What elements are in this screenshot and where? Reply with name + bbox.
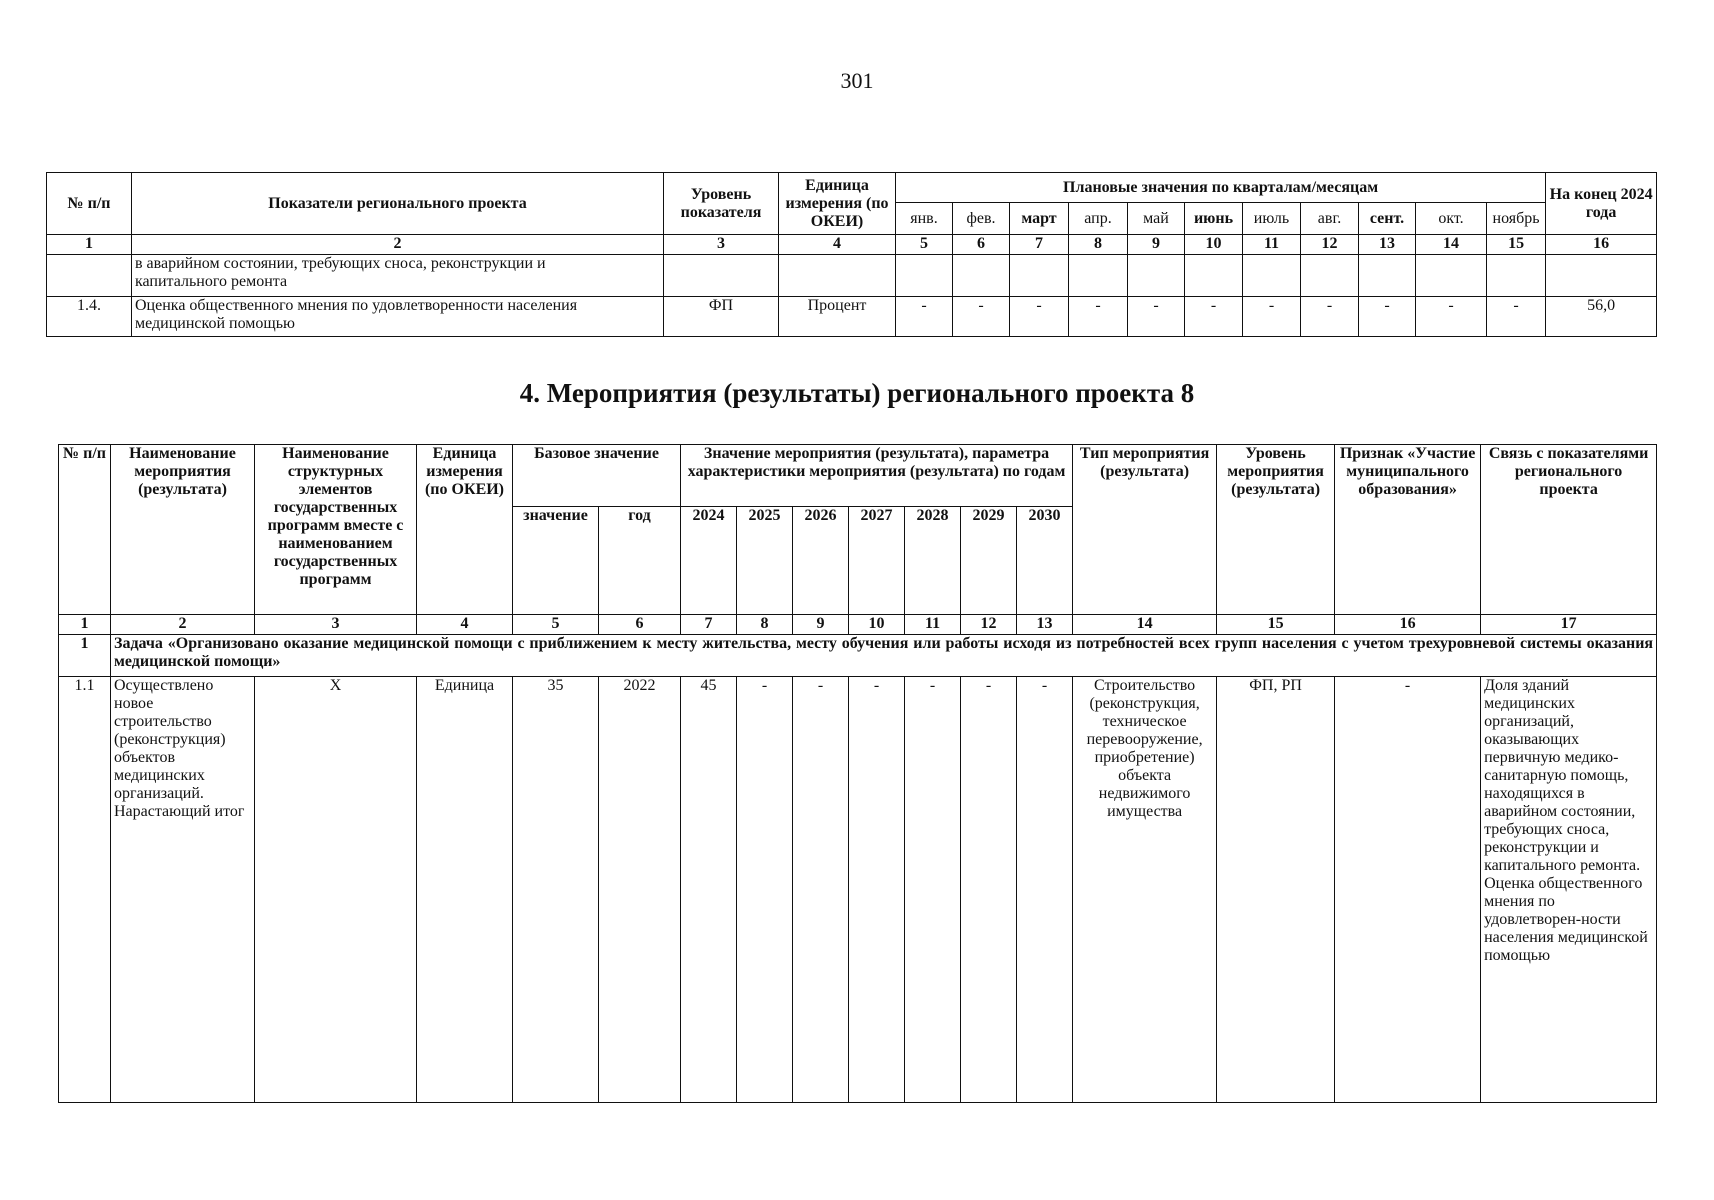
- col-number: 16: [1546, 235, 1657, 255]
- row-base-year: 2022: [599, 677, 681, 1103]
- col-number: 8: [737, 615, 793, 635]
- column-numbers-row: [47, 235, 1657, 255]
- header-level: Уровень показателя: [664, 173, 779, 235]
- row-year-value: 45: [681, 677, 737, 1103]
- header-month: апр.: [1069, 203, 1128, 235]
- header-municipal: Признак «Участие муниципального образования»: [1335, 445, 1481, 615]
- col-number: 16: [1335, 615, 1481, 635]
- row-month: [896, 255, 953, 297]
- col-number: 8: [1069, 235, 1128, 255]
- row-name: Осуществлено новое строительство (реконструкция) объектов медицинских организаций. Нарастающий итог: [111, 677, 255, 1103]
- row-indicator: в аварийном состоянии, требующих сноса, реконструкции и капитального ремонта: [132, 255, 664, 297]
- row-structural: X: [255, 677, 417, 1103]
- row-unit: Единица: [417, 677, 513, 1103]
- header-year: 2027: [849, 507, 905, 615]
- row-level: ФП: [664, 297, 779, 337]
- row-month: -: [1128, 297, 1185, 337]
- header-name: Наименование мероприятия (результата): [111, 445, 255, 615]
- row-month: -: [896, 297, 953, 337]
- col-number: 15: [1217, 615, 1335, 635]
- header-year: 2029: [961, 507, 1017, 615]
- col-number: 3: [255, 615, 417, 635]
- row-month: -: [1301, 297, 1359, 337]
- header-num: № п/п: [47, 173, 132, 235]
- row-month: [1128, 255, 1185, 297]
- row-num: 1.1: [59, 677, 111, 1103]
- col-number: 3: [664, 235, 779, 255]
- row-month: [1359, 255, 1416, 297]
- row-unit: Процент: [779, 297, 896, 337]
- row-month: -: [1487, 297, 1546, 337]
- col-number: 4: [417, 615, 513, 635]
- header-link: Связь с показателями регионального проекта: [1481, 445, 1657, 615]
- col-number: 2: [132, 235, 664, 255]
- section-title: 4. Мероприятия (результаты) регионального проекта 8: [519, 378, 1195, 408]
- header-year: 2025: [737, 507, 793, 615]
- task-row: [59, 635, 1657, 677]
- col-number: 6: [599, 615, 681, 635]
- column-numbers-row: [59, 615, 1657, 635]
- header-year: 2026: [793, 507, 849, 615]
- row-year-value: -: [961, 677, 1017, 1103]
- table-row: [47, 255, 1657, 297]
- header-base-value: значение: [513, 507, 599, 615]
- header-year: 2024: [681, 507, 737, 615]
- header-base: Базовое значение: [513, 445, 681, 507]
- row-month: -: [1416, 297, 1487, 337]
- header-level: Уровень мероприятия (результата): [1217, 445, 1335, 615]
- header-month: ноябрь: [1487, 203, 1546, 235]
- header-month: янв.: [896, 203, 953, 235]
- row-month: [1243, 255, 1301, 297]
- row-indicator: Оценка общественного мнения по удовлетворенности населения медицинской помощью: [132, 297, 664, 337]
- col-number: 9: [793, 615, 849, 635]
- row-month: [1069, 255, 1128, 297]
- row-municipal: -: [1335, 677, 1481, 1103]
- page-number: 301: [840, 68, 874, 93]
- col-number: 5: [896, 235, 953, 255]
- row-end: [1546, 255, 1657, 297]
- activities-table: [58, 444, 1657, 1103]
- col-number: 1: [59, 615, 111, 635]
- row-month: [1185, 255, 1243, 297]
- header-month: окт.: [1416, 203, 1487, 235]
- row-num: [47, 255, 132, 297]
- header-month: сент.: [1359, 203, 1416, 235]
- col-number: 14: [1073, 615, 1217, 635]
- row-year-value: -: [793, 677, 849, 1103]
- col-number: 1: [47, 235, 132, 255]
- row-year-value: -: [849, 677, 905, 1103]
- row-year-value: -: [737, 677, 793, 1103]
- header-year: 2028: [905, 507, 961, 615]
- header-month: фев.: [953, 203, 1010, 235]
- row-base-value: 35: [513, 677, 599, 1103]
- col-number: 7: [1010, 235, 1069, 255]
- header-indicators: Показатели регионального проекта: [132, 173, 664, 235]
- col-number: 2: [111, 615, 255, 635]
- col-number: 17: [1481, 615, 1657, 635]
- row-type: Строительство (реконструкция, техническое перевооружение, приобретение) объекта недвижимого имущества: [1073, 677, 1217, 1103]
- header-year: 2030: [1017, 507, 1073, 615]
- col-number: 13: [1017, 615, 1073, 635]
- row-month: -: [1243, 297, 1301, 337]
- row-month: -: [953, 297, 1010, 337]
- row-year-value: -: [905, 677, 961, 1103]
- row-unit: [779, 255, 896, 297]
- header-type: Тип мероприятия (результата): [1073, 445, 1217, 615]
- col-number: 10: [849, 615, 905, 635]
- row-month: -: [1185, 297, 1243, 337]
- task-text: Задача «Организовано оказание медицинской помощи с приближением к месту жительства, месту обучения или работы исходя из потребностей всех групп населения с учетом трехуровневой системы оказания медицинской помощи»: [111, 635, 1657, 677]
- row-month: -: [1359, 297, 1416, 337]
- table-row: [59, 677, 1657, 1103]
- row-link: Доля зданий медицинских организаций, оказывающих первичную медико-санитарную помощь, находящихся в аварийном состоянии, требующих сноса, реконструкции и капитального ремонта. Оценка общественного мнения по удовлетворен-ности населения медицинской помощью: [1481, 677, 1657, 1103]
- header-end: На конец 2024 года: [1546, 173, 1657, 235]
- col-number: 14: [1416, 235, 1487, 255]
- col-number: 15: [1487, 235, 1546, 255]
- row-num: 1.4.: [47, 297, 132, 337]
- header-base-year: год: [599, 507, 681, 615]
- row-month: [953, 255, 1010, 297]
- row-month: [1301, 255, 1359, 297]
- row-month: [1487, 255, 1546, 297]
- col-number: 11: [905, 615, 961, 635]
- col-number: 7: [681, 615, 737, 635]
- col-number: 12: [1301, 235, 1359, 255]
- row-level: [664, 255, 779, 297]
- row-month: [1010, 255, 1069, 297]
- col-number: 4: [779, 235, 896, 255]
- col-number: 12: [961, 615, 1017, 635]
- header-month: июль: [1243, 203, 1301, 235]
- header-unit: Единица измерения (по ОКЕИ): [779, 173, 896, 235]
- header-month: июнь: [1185, 203, 1243, 235]
- col-number: 6: [953, 235, 1010, 255]
- row-month: -: [1010, 297, 1069, 337]
- row-month: -: [1069, 297, 1128, 337]
- row-month: [1416, 255, 1487, 297]
- task-num: 1: [59, 635, 111, 677]
- table-row: [47, 297, 1657, 337]
- header-month: авг.: [1301, 203, 1359, 235]
- indicators-table: [46, 172, 1657, 337]
- header-num: № п/п: [59, 445, 111, 615]
- header-month: март: [1010, 203, 1069, 235]
- col-number: 5: [513, 615, 599, 635]
- row-level: ФП, РП: [1217, 677, 1335, 1103]
- row-end: 56,0: [1546, 297, 1657, 337]
- col-number: 11: [1243, 235, 1301, 255]
- header-values: Значение мероприятия (результата), параметра характеристики мероприятия (результата) по годам: [681, 445, 1073, 507]
- header-unit: Единица измерения (по ОКЕИ): [417, 445, 513, 615]
- header-structural: Наименование структурных элементов государственных программ вместе с наименованием государственных программ: [255, 445, 417, 615]
- row-year-value: -: [1017, 677, 1073, 1103]
- col-number: 13: [1359, 235, 1416, 255]
- col-number: 10: [1185, 235, 1243, 255]
- header-month: май: [1128, 203, 1185, 235]
- header-plan: Плановые значения по кварталам/месяцам: [896, 173, 1546, 203]
- col-number: 9: [1128, 235, 1185, 255]
